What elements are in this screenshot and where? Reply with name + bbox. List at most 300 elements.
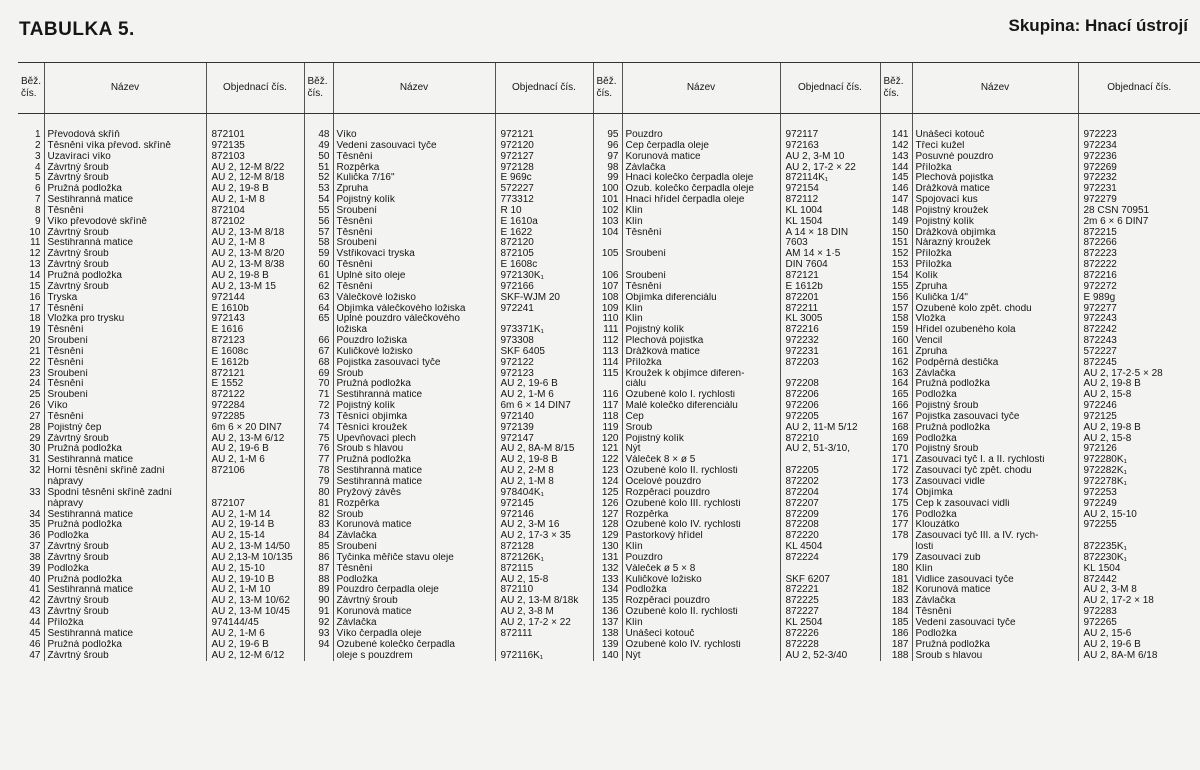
part-number: 33 [29,487,41,498]
order-number: KL 1504 [1078,564,1200,575]
table-row [18,195,1200,206]
order-number: 872204 [780,488,880,499]
part-name: Těsnící kroužek [333,423,495,434]
part-number: 152 [880,249,912,260]
order-number: 872105 [495,249,593,260]
part-name: Unášecí kotouč [912,130,1078,141]
table-row [18,455,1200,466]
part-number: 7 [34,195,41,206]
part-number: 24 [29,379,41,390]
part-number: 59 [304,249,333,260]
part-number: 103 [593,217,622,228]
order-number: KL 1004 [780,206,880,217]
part-number: 176 [880,510,912,521]
order-number: AU 2, 13-M 8/18 [206,228,304,239]
order-number: 872114K₁ [780,173,880,184]
part-number: 89 [304,585,333,596]
table-row [18,325,1200,336]
order-number: KL 4504 [780,542,880,553]
order-number: AU 2, 8A-M 6/18 [1078,651,1200,662]
order-number: 972128 [495,163,593,174]
part-number: 41 [29,585,41,596]
order-number: 872211 [780,304,880,315]
part-name: Závrtný šroub [44,434,206,445]
order-number: 7603 [780,238,880,249]
part-name: Těsnění [44,347,206,358]
table-row [18,249,1200,260]
column-header-name: Název [333,63,495,114]
part-name: Šroubení [44,336,206,347]
order-number: E 1616 [206,325,304,336]
table-row [18,163,1200,174]
part-name: Šroubení [44,369,206,380]
part-number: 2 [34,140,41,151]
order-number: AU 2, 13-M 8/38 [206,260,304,271]
order-number: SKF-WJM 20 [495,293,593,304]
part-name: Příložka [912,249,1078,260]
part-number: 122 [593,455,622,466]
order-number: AU 2, 15-8 [495,575,593,586]
part-number: 142 [880,141,912,152]
part-number: 28 [29,422,41,433]
table-row [18,575,1200,586]
order-number: AU 2, 17-2·5 × 28 [1078,369,1200,380]
order-number: 972130K₁ [495,271,593,282]
part-number: 31 [29,455,41,466]
order-number: 972205 [780,412,880,423]
part-name: Pružná podložka [333,379,495,390]
column-header-num: Běž. čís. [880,63,912,114]
order-number: 872243 [1078,336,1200,347]
part-name: Těsnění [333,564,495,575]
part-number: 145 [880,173,912,184]
spacer-cell [44,114,206,131]
table-row [18,444,1200,455]
table-row [18,542,1200,553]
part-number: 169 [880,434,912,445]
order-number: 972243 [1078,314,1200,325]
part-name: Těsnění víka převod. skříně [44,141,206,152]
part-name: Šroub [333,510,495,521]
part-name: Klín [622,206,780,217]
part-number: 88 [304,575,333,586]
part-name: Těsnění [333,228,495,239]
part-name: Tyčinka měřiče stavu oleje [333,553,495,564]
part-number: 183 [880,596,912,607]
order-number: 972166 [495,282,593,293]
part-name: Pojistný kolík [622,434,780,445]
part-name: Kuličkové ložisko [333,347,495,358]
column-header-order: Objednací čís. [206,63,304,114]
part-number: 135 [593,596,622,607]
part-number: 146 [880,184,912,195]
part-name: Nárazný kroužek [912,238,1078,249]
part-name: Podpěrná destička [912,358,1078,369]
part-name: Šestihranná matice [44,238,206,249]
part-number: 116 [593,390,622,401]
part-name: Unášecí kotouč [622,629,780,640]
order-number: 872222 [1078,260,1200,271]
part-name: Rozpěrka [622,510,780,521]
part-name: Těsnění [44,379,206,390]
part-number: 129 [593,531,622,542]
order-number: AU 2, 15-6 [1078,629,1200,640]
part-number: 112 [593,336,622,347]
order-number: AU 2, 15-10 [1078,510,1200,521]
part-name: Klín [622,542,780,553]
part-name: Těsnící objímka [333,412,495,423]
order-number: 972206 [780,401,880,412]
part-name: Pružná podložka [912,423,1078,434]
table-row [18,564,1200,575]
order-number: 872203 [780,358,880,369]
part-name: Těsnění [44,358,206,369]
part-name: Pojistka zasouvací tyče [333,358,495,369]
table-row [18,282,1200,293]
part-name: Pryžový závěs [333,488,495,499]
part-name: Ozub. kolečko čerpadla oleje [622,184,780,195]
order-number: 972284 [206,401,304,412]
part-name: Podložka [912,629,1078,640]
part-number: 188 [880,651,912,662]
part-number: 132 [593,564,622,575]
order-number: 872266 [1078,238,1200,249]
part-number: 43 [29,607,41,618]
part-name: Korunová matice [333,607,495,618]
part-name: Pojistný šroub [912,401,1078,412]
part-name: Vložka [912,314,1078,325]
order-number: 872230K₁ [1078,553,1200,564]
order-number: AU 2, 1-M 6 [495,390,593,401]
order-number: 972135 [206,141,304,152]
part-name: Závlačka [622,163,780,174]
part-name: Pojistný kolík [912,217,1078,228]
part-name: Šroub [622,423,780,434]
order-number: 972255 [1078,520,1200,531]
part-name: Podložka [912,434,1078,445]
part-number: 168 [880,423,912,434]
part-number: 141 [880,130,912,141]
order-number: AU 2, 17-2 × 22 [495,618,593,629]
part-name: Posuvné pouzdro [912,152,1078,163]
part-name: Závrtný šroub [44,596,206,607]
part-number: 111 [593,325,622,336]
part-name: Ozubené kolo III. rychlosti [622,499,780,510]
part-number: 163 [880,369,912,380]
part-name: Úplné síto oleje [333,271,495,282]
order-number: KL 1504 [780,217,880,228]
part-name: Příložka [622,358,780,369]
part-number: 137 [593,618,622,629]
order-number: 972231 [780,347,880,358]
order-number: 972127 [495,152,593,163]
order-number: 972122 [495,358,593,369]
order-number: 872245 [1078,358,1200,369]
order-number: 872201 [780,293,880,304]
order-number: AU 2, 2-M 8 [495,466,593,477]
part-number: 151 [880,238,912,249]
part-number: 100 [593,184,622,195]
order-number: 972117 [780,130,880,141]
part-name: Vstřikovací tryska [333,249,495,260]
part-name: Ozubené kolo II. rychlosti [622,607,780,618]
part-number: 125 [593,488,622,499]
order-number: 972279 [1078,195,1200,206]
table-row [18,423,1200,434]
part-number: 139 [593,640,622,651]
order-number: AU 2, 12-M 8/18 [206,173,304,184]
part-name: Pružná podložka [44,184,206,195]
order-number: 872112 [780,195,880,206]
part-name: Pouzdro [622,130,780,141]
part-number: 27 [29,411,41,422]
part-name: Závrtný šroub [44,228,206,239]
order-number: 872208 [780,520,880,531]
part-name: Příložka [912,260,1078,271]
part-number: 181 [880,575,912,586]
part-number: 107 [593,282,622,293]
order-number: AU 2, 19-6 B [206,444,304,455]
part-number: 54 [304,195,333,206]
part-name: Klín [622,304,780,315]
order-number [495,314,593,325]
order-number: 572227 [1078,347,1200,358]
order-number: 872235K₁ [1078,542,1200,553]
order-number: 973308 [495,336,593,347]
order-number: E 1610a [495,217,593,228]
part-number: 49 [304,141,333,152]
part-name: Pouzdro ložiska [333,336,495,347]
part-number: 48 [304,130,333,141]
order-number: 872223 [1078,249,1200,260]
spacer-cell [780,114,880,131]
part-number: 166 [880,401,912,412]
order-number: 972280K₁ [1078,455,1200,466]
part-name: Šroubení [333,206,495,217]
column-header-order: Objednací čís. [1078,63,1200,114]
part-number: 65 [304,314,333,325]
order-number: AU 2,13-M 10/135 [206,553,304,564]
part-name: Pojistný čep [44,423,206,434]
order-number: 972249 [1078,499,1200,510]
table-row [18,553,1200,564]
part-number: 134 [593,585,622,596]
order-number: 872110 [495,585,593,596]
part-number: 154 [880,271,912,282]
part-number: 161 [880,347,912,358]
part-number: 42 [29,596,41,607]
part-number: 74 [304,423,333,434]
part-number: 149 [880,217,912,228]
part-name: Pojistka zasouvací tyče [912,412,1078,423]
part-name: Ozubené kolo I. rychlosti [622,390,780,401]
part-name: Zasouvací zub [912,553,1078,564]
order-number: 872224 [780,553,880,564]
table-row [18,379,1200,390]
table-row [18,304,1200,315]
table-row [18,369,1200,380]
order-number: 872106 [206,466,304,477]
part-name: Ozubené kolo II. rychlosti [622,466,780,477]
part-name: Víko [333,130,495,141]
order-number: AU 2, 8A-M 8/15 [495,444,593,455]
part-number: 128 [593,520,622,531]
part-name: Rozpěrací pouzdro [622,596,780,607]
table-row [18,314,1200,325]
part-number: 4 [34,162,41,173]
part-name: Víko převodové skříně [44,217,206,228]
part-name: Příložka [912,163,1078,174]
order-number: 972139 [495,423,593,434]
part-number: 73 [304,412,333,423]
part-name: Těsnění [44,325,206,336]
spacer-cell [333,114,495,131]
part-number: 99 [593,173,622,184]
order-number: 972146 [495,510,593,521]
order-number: 872123 [206,336,304,347]
order-number: 872121 [206,369,304,380]
order-number [1078,531,1200,542]
order-number: AU 2, 13-M 10/45 [206,607,304,618]
order-number: AU 2, 1-M 8 [495,477,593,488]
part-number: 102 [593,206,622,217]
order-number: AU 2, 12-M 8/22 [206,163,304,174]
spacer-cell [495,114,593,131]
order-number: SKF 6405 [495,347,593,358]
order-number: SKF 6207 [780,575,880,586]
part-number: 162 [880,358,912,369]
part-name: Klín [622,217,780,228]
order-number: 972265 [1078,618,1200,629]
part-number: 86 [304,553,333,564]
column-header-order: Objednací čís. [495,63,593,114]
part-name: Pružná podložka [912,640,1078,651]
table-row [18,585,1200,596]
part-name: Vencil [912,336,1078,347]
part-name: Šroub [333,369,495,380]
part-name: Závrtný šroub [44,163,206,174]
table-row [18,510,1200,521]
part-name: Plechová pojistka [912,173,1078,184]
order-number: AU 2, 1-M 6 [206,455,304,466]
order-number: 978404K₁ [495,488,593,499]
order-number: AU 2, 15-14 [206,531,304,542]
part-name: Šroubení [333,542,495,553]
part-name: Podložka [44,531,206,542]
order-number: AU 2, 3-8 M [495,607,593,618]
part-number: 170 [880,444,912,455]
order-number: 872207 [780,499,880,510]
part-name: Těsnění [912,607,1078,618]
part-name: Pojistný kroužek [912,206,1078,217]
part-name: Drážková objímka [912,228,1078,239]
part-number: 186 [880,629,912,640]
part-name: Uzavírací víko [44,152,206,163]
order-number: 972125 [1078,412,1200,423]
part-name: Vložka pro trysku [44,314,206,325]
part-name: Šestihranná matice [333,390,495,401]
part-number: 50 [304,152,333,163]
part-name: Závrtný šroub [44,553,206,564]
part-name: nápravy [44,499,206,510]
part-number: 126 [593,499,622,510]
table-row [18,184,1200,195]
part-name: Závrtný šroub [44,542,206,553]
order-number: 872227 [780,607,880,618]
order-number: 972145 [495,499,593,510]
part-name: Kulička 1/4" [912,293,1078,304]
table-row [18,412,1200,423]
part-number: 47 [29,650,41,661]
order-number: E 989g [1078,293,1200,304]
order-number: 872101 [206,130,304,141]
part-number: 72 [304,401,333,412]
part-number: 75 [304,434,333,445]
part-number [593,238,622,249]
order-number: AU 2, 3-M 10 [780,152,880,163]
part-number: 117 [593,401,622,412]
part-name: Pouzdro čerpadla oleje [333,585,495,596]
part-name: Rozpěrka [333,163,495,174]
part-number: 81 [304,499,333,510]
order-number: E 1552 [206,379,304,390]
part-name: losti [912,542,1078,553]
part-name: Zasouvací vidle [912,477,1078,488]
order-number: AU 2, 19-6 B [206,640,304,651]
order-number: AU 2, 11-M 5/12 [780,423,880,434]
part-number [18,499,44,510]
part-name: Těsnění [44,206,206,217]
part-number: 140 [593,651,622,662]
part-name: Závrtný šroub [44,249,206,260]
order-number: AU 2, 19-8 B [1078,379,1200,390]
order-number: 972285 [206,412,304,423]
part-number: 32 [29,466,41,477]
order-number: AU 2, 3-M 16 [495,520,593,531]
part-name: Hnací hřídel čerpadla oleje [622,195,780,206]
order-number: 972143 [206,314,304,325]
part-number: 53 [304,184,333,195]
order-number: 872103 [206,152,304,163]
part-number: 46 [29,639,41,650]
part-number: 98 [593,163,622,174]
part-number: 175 [880,499,912,510]
table-row [18,434,1200,445]
part-name: Šroubení [333,238,495,249]
part-name: Objímka [912,488,1078,499]
order-number: AU 2, 1-M 8 [206,195,304,206]
part-number: 36 [29,531,41,542]
part-name: Úplné pouzdro válečkového [333,314,495,325]
table-row [18,390,1200,401]
part-number: 144 [880,163,912,174]
order-number: AU 2, 13-M 14/50 [206,542,304,553]
part-name: Pružná podložka [44,444,206,455]
part-name: Pastorkový hřídel [622,531,780,542]
part-name: Zpruha [912,282,1078,293]
part-number: 172 [880,466,912,477]
part-number: 19 [29,325,41,336]
order-number: 872242 [1078,325,1200,336]
part-number: 106 [593,271,622,282]
table-row [18,228,1200,239]
part-number: 93 [304,629,333,640]
parts-table [18,62,1200,661]
table-row [18,206,1200,217]
part-number: 14 [29,270,41,281]
part-number: 180 [880,564,912,575]
part-number: 15 [29,281,41,292]
